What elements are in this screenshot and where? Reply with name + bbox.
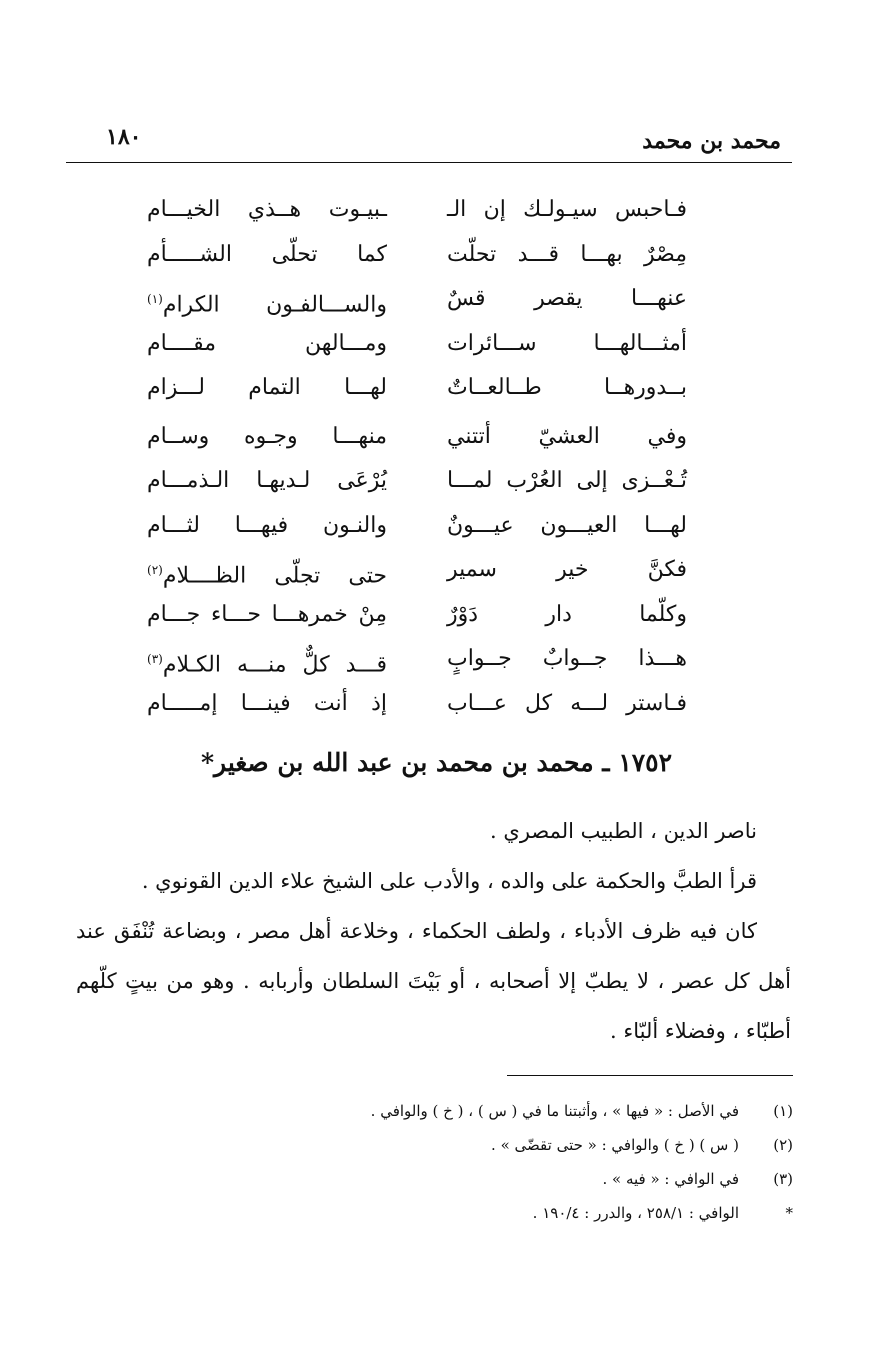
footnote-marker: *	[785, 1204, 793, 1222]
poem-verses	[147, 188, 687, 726]
verse-first-hemistich: بــدورهــا طــالعــاتٌ	[447, 375, 687, 400]
verse-second-hemistich: ومـــالهن مقــــام	[147, 330, 387, 356]
footnote-marker: (٣)	[773, 1170, 793, 1188]
verse-row	[147, 548, 687, 593]
verse-first-hemistich: عنهـــا يقصر قسٌ	[447, 286, 687, 311]
footnote-item	[273, 1196, 793, 1230]
verse-row	[147, 188, 687, 233]
verse-first-hemistich: هـــذا جــوابٌ جــوابٍ	[447, 646, 687, 671]
verse-first-hemistich: لهـــا العيـــون عيـــونٌ	[447, 512, 687, 538]
footnote-item	[273, 1094, 793, 1128]
verse-row	[147, 459, 687, 504]
body-paragraph: قرأ الطبَّ والحكمة على والده ، والأدب على الشيخ علاء الدين القونوي .	[141, 869, 757, 893]
footnote-item	[273, 1128, 793, 1162]
verse-first-hemistich: أمثـــالهـــا ســـائرات	[447, 330, 687, 356]
verse-row	[147, 593, 687, 638]
verse-first-hemistich: وفي العشيّ أتتني	[447, 423, 687, 449]
biography-heading: ١٧٥٢ ـ محمد بن محمد بن عبد الله بن صغير*	[200, 748, 673, 777]
verse-row	[147, 322, 687, 367]
verse-first-hemistich: فـاحبس سيـولـك إن الـ	[447, 197, 687, 222]
page-number: ١٨٠	[106, 124, 142, 150]
verse-second-hemistich: مِنْ خمرهـــا حـــاء جـــام	[147, 601, 387, 627]
verse-first-hemistich: مِصْرٌ بهـــا قـــد تحلّت	[447, 241, 687, 267]
verse-second-hemistich: ـبيـوت هــذي الخيـــام	[147, 197, 387, 222]
verse-row	[147, 233, 687, 278]
verse-first-hemistich: تُـعْــزى إلى العُرْب لمـــا	[447, 468, 687, 493]
header-rule	[66, 162, 792, 163]
verse-row	[147, 637, 687, 682]
footnote-rule	[507, 1075, 793, 1076]
verse-second-hemistich: لهـــا التمام لـــزام	[147, 375, 387, 400]
biography-body	[76, 806, 791, 1056]
verse-first-hemistich: وكلّما دار دَوْرٌ	[447, 601, 687, 627]
footnotes	[273, 1094, 793, 1230]
verse-second-hemistich: والســـالفـون الكرام$^{(١)}$	[147, 292, 387, 318]
verse-second-hemistich: كما تحلّى الشـــــأم	[147, 241, 387, 267]
footnote-text: الوافي : ٢٥٨/١ ، والدرر : ١٩٠/٤ .	[532, 1204, 739, 1222]
verse-row	[147, 366, 687, 411]
verse-first-hemistich: فكنَّ خير سمير	[447, 557, 687, 582]
verse-second-hemistich: يُرْعَى لـديهـا الـذمـــام	[147, 468, 387, 493]
body-paragraph: كان فيه ظرف الأدباء ، ولطف الحكماء ، وخلاعة أهل مصر ، وبضاعة تُنْفَق عند أهل كل عصر ، لا يطبّ إلا أصحابه ، أو بَيْتَ السلطان وأربابه . وهو من بيتٍ كلّهم أطبّاء ، وفضلاء ألبّاء .	[76, 919, 791, 1043]
verse-row	[147, 415, 687, 460]
verse-second-hemistich: قـــد كلٌّ منـــه الكـلام$^{(٣)}$	[147, 652, 387, 678]
body-paragraph: ناصر الدين ، الطبيب المصري .	[490, 819, 757, 843]
footnote-reference: (٢)	[147, 563, 163, 577]
footnote-marker: (٢)	[773, 1136, 793, 1154]
verse-row	[147, 682, 687, 727]
verse-row	[147, 504, 687, 549]
verse-second-hemistich: منهـــا وجـوه وســام	[147, 423, 387, 449]
footnote-text: في الوافي : « فيه » .	[602, 1170, 739, 1188]
verse-second-hemistich: إذ أنت فينـــا إمـــــام	[147, 690, 387, 716]
footnote-text: في الأصل : « فيها » ، وأثبتنا ما في ( س ) ، ( خ ) والوافي .	[370, 1102, 739, 1120]
verse-row	[147, 277, 687, 322]
verse-second-hemistich: والنـون فيهـــا لثـــام	[147, 512, 387, 538]
verse-first-hemistich: فـاستر لـــه كل عـــاب	[447, 690, 687, 716]
footnote-text: ( س ) ( خ ) والوافي : « حتى تقضّى » .	[491, 1136, 739, 1154]
running-head: محمد بن محمد	[642, 128, 781, 154]
footnote-reference: (١)	[147, 292, 163, 306]
footnote-marker: (١)	[773, 1102, 793, 1120]
footnote-item	[273, 1162, 793, 1196]
verse-second-hemistich: حتى تجلّى الظــــلام$^{(٢)}$	[147, 563, 387, 589]
footnote-reference: (٣)	[147, 652, 163, 666]
